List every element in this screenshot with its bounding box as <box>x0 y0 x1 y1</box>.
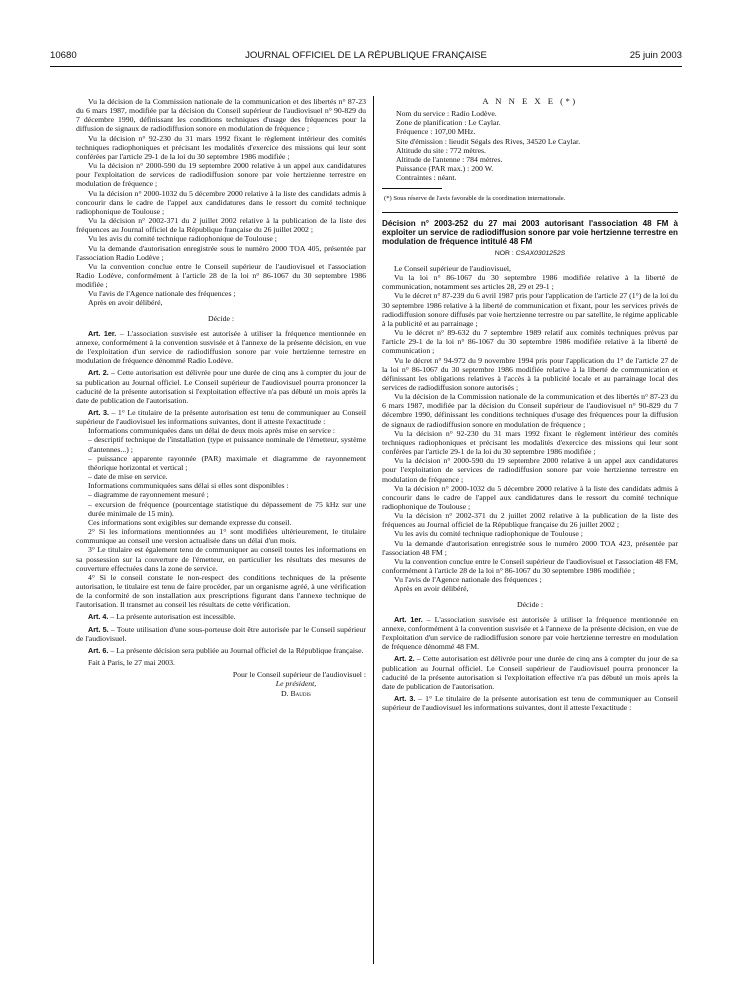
right-column <box>382 97 678 712</box>
visa-paragraph: Vu le décret n° 87-239 du 6 avril 1987 pris pour l'application de l'article 27 (1°) de la loi du 30 septembre 1986 relative à la liberté de communication et fixant, pour les services privés de radiodiffusion sonore diffusés par voie hertzienne terrestre ou par satellite, le régime applicable à la publicité et au parrainage ; <box>382 291 678 328</box>
page-header <box>50 50 682 64</box>
article-text: – L'association susvisée est autorisée à utiliser la fréquence mentionnée en annexe, conformément à la convention susvisée et à l'annexe de la présente décision, en vue de l'exploitation d'un service de radiodiffusion sonore par voie hertzienne terrestre en modulation de fréquence dénommé 48 FM. <box>382 614 678 652</box>
visa-paragraph: Vu la décision n° 2002-371 du 2 juillet 2002 relative à la publication de la liste des fréquences au Journal officiel de la République française du 26 juillet 2002 ; <box>382 511 678 530</box>
article-label: Art. 3. <box>394 693 416 703</box>
left-visas <box>76 97 366 308</box>
section-rule <box>382 212 678 213</box>
visa-paragraph: Vu la décision n° 2000-590 du 19 septembre 2000 relative à un appel aux candidatures pour l'exploitation de services de radiodiffusion sonore par voie hertzienne terrestre en modulation de fréquence ; <box>382 456 678 484</box>
article-text: – La présente décision sera publiée au Journal officiel de la République française. <box>108 645 364 655</box>
right-visas <box>382 273 678 593</box>
visa-paragraph: Vu la loi n° 86-1067 du 30 septembre 1986 modifiée relative à la liberté de communication, notamment ses articles 28, 29 et 29-1 ; <box>382 273 678 292</box>
visa-paragraph: Vu l'avis de l'Agence nationale des fréquences ; <box>88 289 236 299</box>
info-not-required: Ces informations sont exigibles sur demande expresse du conseil. <box>88 517 292 527</box>
visa-paragraph: Vu la demande d'autorisation enregistrée sous le numéro 2000 TOA 423, présentée par l'association 48 FM ; <box>382 538 678 557</box>
visa-paragraph: Vu la décision n° 92-230 du 31 mars 1992 fixant le règlement intérieur des comités techniques radiophoniques et précisant les modalités d'exercice des missions qui leur sont conférées par l'article 29-1 de la loi du 30 septembre 1986 modifiée ; <box>382 428 678 457</box>
article-2 <box>76 368 366 405</box>
article-3 <box>382 694 678 712</box>
article-1 <box>76 329 366 366</box>
column-divider <box>373 96 374 964</box>
visa-paragraph: Vu le décret n° 89-632 du 7 septembre 1989 relatif aux comités techniques prévus par l'article 29-1 de la loi n° 86-1067 du 30 septembre 1986 modifiée relative à la liberté de communication ; <box>382 328 678 356</box>
article-label: Art. 3. <box>88 408 109 417</box>
annexe-line: Altitude de l'antenne : 784 mètres. <box>396 154 503 164</box>
list-item: – excursion de fréquence (pourcentage statistique du dépassement de 75 kHz sur une durée minimale de 15 min). <box>88 499 366 518</box>
visa-paragraph: Vu la décision n° 2000-1032 du 5 décembre 2000 relative à la liste des candidats admis à concourir dans le cadre de l'appel aux candidatures dans le ressort du comité technique radiophonique de Toulouse ; <box>76 188 366 216</box>
paragraph-4: 4° Si le conseil constate le non-respect des conditions techniques de la présente autorisation, le titulaire est tenu de faire procéder, par un organisme agréé, à une vérification de la conformité de son installation aux prescriptions figurant dans l'annexe technique de l'autorisation. Il transmet au conseil les résultats de cette vérification. <box>76 572 366 610</box>
nor-code: CSAX0301252S <box>515 249 566 257</box>
article-label: Art. 1er. <box>88 328 117 338</box>
article-6 <box>76 646 366 655</box>
paragraph-2: 2° Si les informations mentionnées au 1° sont modifiées ultérieurement, le titulaire communique au conseil une version actualisée dans un délai d'un mois. <box>76 527 366 546</box>
article-label: Art. 2. <box>88 368 109 378</box>
footnote-rule <box>382 188 442 189</box>
article-2 <box>382 654 678 691</box>
visa-paragraph: Vu la décision de la Commission nationale de la communication et des libertés n° 87-23 du 6 mars 1987, modifiée par la décision du Conseil supérieur de l'audiovisuel n° 90-829 du 7 décembre 1990, définissant les conditions techniques d'usage des fréquences pour la diffusion de signaux de radiodiffusion sonore en modulation de fréquence ; <box>76 97 366 134</box>
decision-intro: Le Conseil supérieur de l'audiovisuel, <box>394 263 511 273</box>
article-label: Art. 6. <box>88 645 109 655</box>
visa-paragraph: Vu la demande d'autorisation enregistrée sous le numéro 2000 TOA 405, présentée par l'association Radio Lodève ; <box>76 243 366 262</box>
article-label: Art. 2. <box>394 654 415 664</box>
footnote: (*) Sous réserve de l'avis favorable de la coordination internationale. <box>384 195 566 203</box>
issue-date: 25 juin 2003 <box>629 50 682 61</box>
annexe-line: Puissance (PAR max.) : 200 W. <box>396 164 494 174</box>
annexe-line: Fréquence : 107,00 MHz. <box>396 127 476 137</box>
signature-name: D. Baudis <box>281 688 311 698</box>
article-text: – 1° Le titulaire de la présente autorisation est tenu de communiquer au Conseil supérieur de l'audiovisuel les informations suivantes, dont il atteste l'exactitude : <box>382 693 679 713</box>
annexe-line: Site d'émission : lieudit Ségals des Rives, 34520 Le Caylar. <box>396 136 581 146</box>
visa-paragraph: Vu les avis du comité technique radiophonique de Toulouse ; <box>88 234 277 244</box>
visa-paragraph: Vu la décision de la Commission nationale de la communication et des libertés n° 87-23 du 6 mars 1987, modifiée par la décision du Conseil supérieur de l'audiovisuel n° 90-829 du 7 décembre 1990, définissant les conditions techniques d'usage des fréquences pour la diffusion de signaux de radiodiffusion sonore en modulation de fréquence ; <box>382 392 678 429</box>
list-item: – diagramme de rayonnement mesuré ; <box>88 490 209 500</box>
journal-title: JOURNAL OFFICIEL DE LA RÉPUBLIQUE FRANÇAISE <box>245 50 487 61</box>
list-item: – descriptif technique de l'installation (type et puissance nominale de l'émetteur, système d'antennes...) ; <box>88 435 366 454</box>
visa-paragraph: Vu les avis du comité technique radiophonique de Toulouse ; <box>394 529 583 539</box>
annexe-line: Contraintes : néant. <box>396 173 457 183</box>
visa-paragraph: Vu la décision n° 2000-590 du 19 septembre 2000 relative à un appel aux candidatures pour l'exploitation de services de radiodiffusion sonore par voie hertzienne terrestre en modulation de fréquence ; <box>76 161 366 189</box>
annexe-title: A N N E X E (*) <box>482 96 578 106</box>
annexe-line: Nom du service : Radio Lodève. <box>396 109 497 119</box>
article-text: – 1° Le titulaire de la présente autorisation est tenu de communiquer au Conseil supérieur de l'audiovisuel les informations suivantes, dont il atteste l'exactitude : <box>76 408 366 427</box>
paragraph-3: 3° Le titulaire est également tenu de communiquer au conseil toutes les informations en sa possession sur la couverture de l'émetteur, en particulier les résultats des mesures de couverture effectuées dans la zone de service. <box>76 545 366 573</box>
visa-paragraph: Après en avoir délibéré, <box>394 584 469 594</box>
visa-paragraph: Vu le décret n° 94-972 du 9 novembre 1994 pris pour l'application du 1° de l'article 27 de la loi n° 86-1067 du 30 septembre 1986 modifiée relative à la liberté de communication et définissant les obligations relatives à l'accès à la publicité locale et au parrainage local des services de radiodiffusion sonore autorisés ; <box>382 355 678 392</box>
page-number: 10680 <box>50 50 77 61</box>
header-rule <box>50 66 682 67</box>
visa-paragraph: Vu la décision n° 92-230 du 31 mars 1992 fixant le règlement intérieur des comités techniques radiophoniques et précisant les modalités d'exercice des missions qui leur sont conférées par l'article 29-1 de la loi du 30 septembre 1986 modifiée ; <box>76 133 366 161</box>
article-text: – La présente autorisation est incessible. <box>108 612 236 622</box>
left-column <box>76 97 366 698</box>
annexe-details <box>382 109 678 182</box>
nor-reference <box>382 249 678 258</box>
list-item: – date de mise en service. <box>88 472 168 482</box>
visa-paragraph: Vu la décision n° 2000-1032 du 5 décembre 2000 relative à la liste des candidats admis à concourir dans le cadre de l'appel aux candidatures dans le ressort du comité technique radiophonique de Toulouse ; <box>382 483 678 511</box>
visa-paragraph: Vu la convention conclue entre le Conseil supérieur de l'audiovisuel et l'association 48 FM, conformément à l'article 28 de la loi n° 86-1067 du 30 septembre 1986 modifiée ; <box>382 556 678 576</box>
article-text: – Cette autorisation est délivrée pour une durée de cinq ans à compter du jour de sa publication au Journal officiel. Le Conseil supérieur de l'audiovisuel pourra prononcer la caducité de la présente autorisation si l'exploitation effective n'a pas débuté un mois après la date de publication de l'autorisation. <box>76 368 366 405</box>
article-label: Art. 1er. <box>394 614 423 624</box>
visa-paragraph: Vu la décision n° 2002-371 du 2 juillet 2002 relative à la publication de la liste des fréquences au Journal officiel de la République française du 26 juillet 2002 ; <box>76 216 366 235</box>
article-3 <box>76 408 366 426</box>
article-text: – L'association susvisée est autorisée à utiliser la fréquence mentionnée en annexe, conformément à la convention susvisée et à l'annexe de la présente décision, en vue de l'exploitation d'un service de radiodiffusion sonore par voie hertzienne terrestre en modulation de fréquence dénommé Radio Lodève. <box>76 328 366 366</box>
decide-heading: Décide : <box>516 599 544 609</box>
decision-title: Décision n° 2003-252 du 27 mai 2003 autorisant l'association 48 FM à exploiter un service de radiodiffusion sonore par voie hertzienne terrestre en modulation de fréquence intitulé 48 FM <box>382 218 678 247</box>
article-label: Art. 5. <box>88 624 109 634</box>
visa-paragraph: Vu la convention conclue entre le Conseil supérieur de l'audiovisuel et l'association Radio Lodève, conformément à l'article 28 de la loi n° 86-1067 du 30 septembre 1986 modifiée ; <box>76 261 366 290</box>
decide-heading: Décide : <box>207 313 235 323</box>
visa-paragraph: Après en avoir délibéré, <box>88 298 163 308</box>
list-item: – puissance apparente rayonnée (PAR) maximale et diagramme de rayonnement théorique horizontal et vertical ; <box>88 453 366 472</box>
article-text: – Cette autorisation est délivrée pour une durée de cinq ans à compter du jour de sa publication au Journal officiel. Le Conseil supérieur de l'audiovisuel pourra prononcer la caducité de la présente autorisation si l'exploitation effective n'a pas débuté un mois après la date de publication de l'autorisation. <box>382 654 678 691</box>
signature-for: Pour le Conseil supérieur de l'audiovisuel : <box>232 670 366 680</box>
done-at: Fait à Paris, le 27 mai 2003. <box>88 658 175 668</box>
article-text: – Toute utilisation d'une sous-porteuse doit être autorisée par le Conseil supérieur de l'audiovisuel. <box>76 624 367 643</box>
signature-role: Le président, <box>275 679 317 689</box>
info-two-months: Informations communiquées dans un délai de deux mois après mise en service : <box>88 426 336 436</box>
article-label: Art. 4. <box>88 612 109 622</box>
visa-paragraph: Vu l'avis de l'Agence nationale des fréquences ; <box>394 575 542 585</box>
nor-label: NOR : <box>494 249 516 257</box>
annexe-line: Altitude du site : 772 mètres. <box>396 145 486 155</box>
article-5 <box>76 625 366 643</box>
annexe-line: Zone de planification : Le Caylar. <box>396 118 501 128</box>
article-4 <box>76 612 366 621</box>
info-no-delay: Informations communiquées sans délai si elles sont disponibles : <box>88 481 289 491</box>
article-1 <box>382 615 678 652</box>
